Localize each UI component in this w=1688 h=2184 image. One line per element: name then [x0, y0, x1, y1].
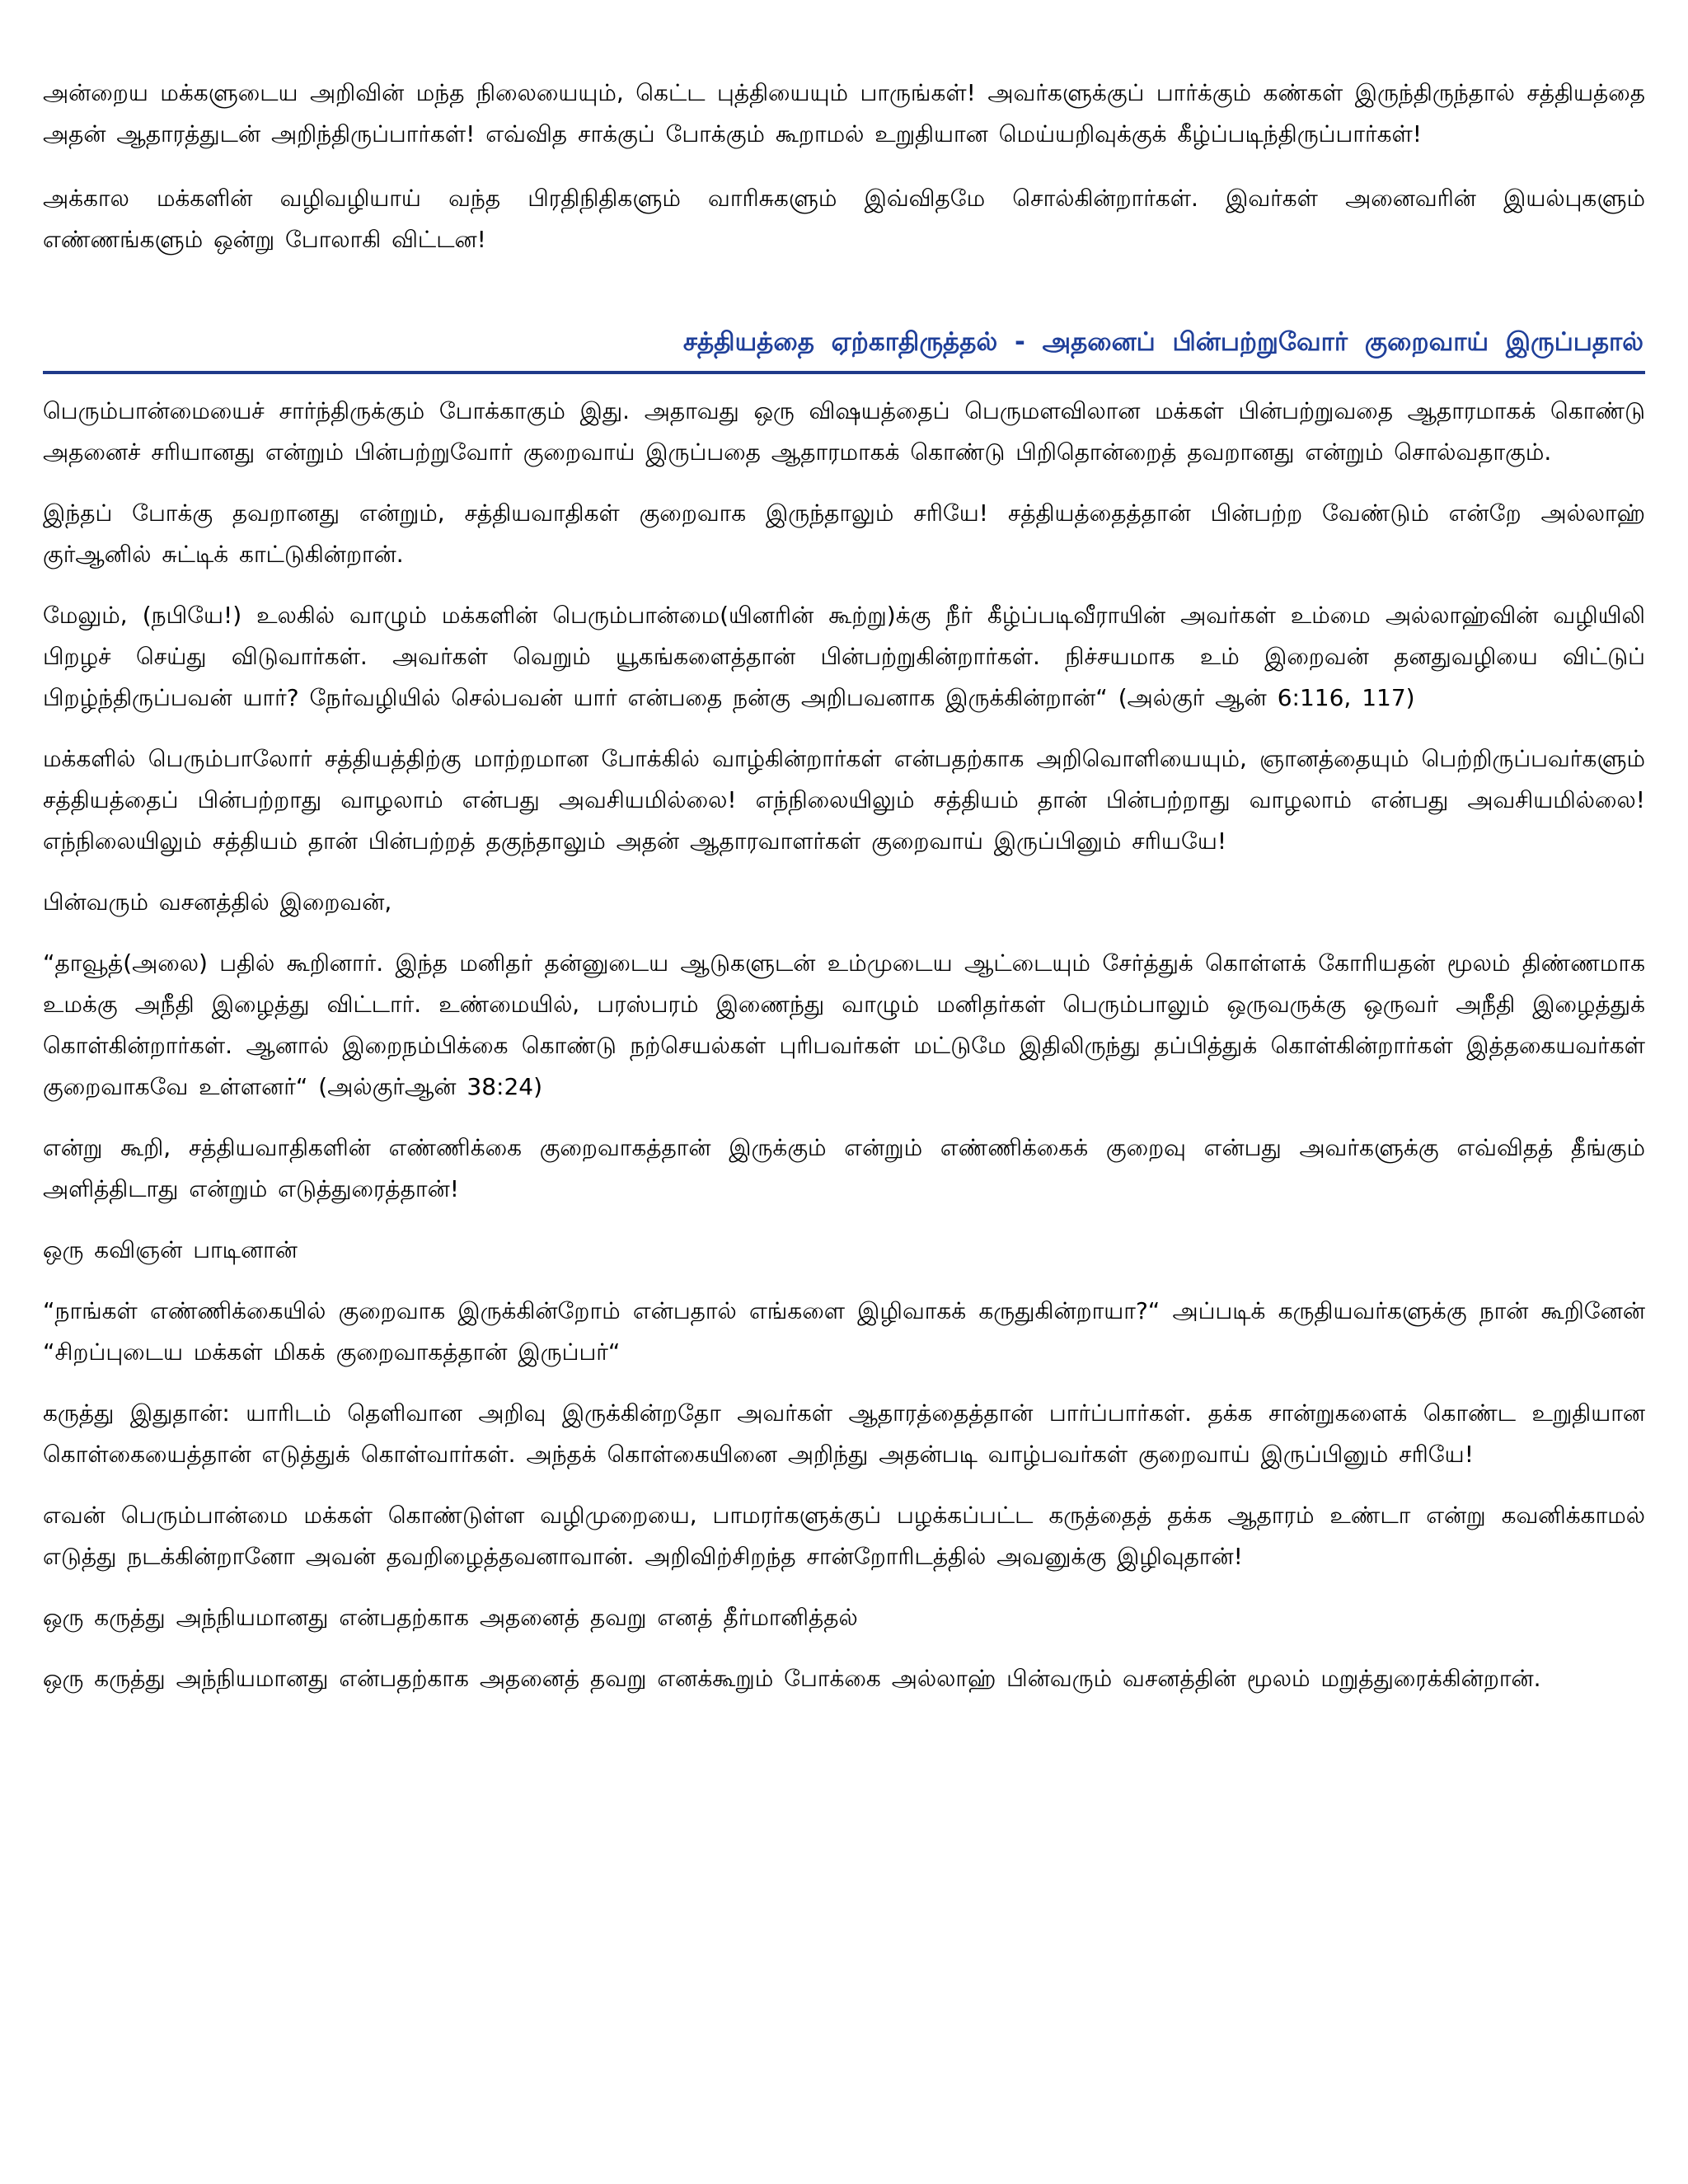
- quran-quote-6-116: மேலும், (நபியே!) உலகில் வாழும் மக்களின் பெரும்பான்மை(யினரின் கூற்று)க்கு நீர் கீழ்ப்படிவீராயின் அவர்கள் உம்மை அல்லாஹ்வின் வழியிலி பிறழச் செய்து விடுவார்கள். அவர்கள் வெறும் யூகங்களைத்தான் பின்பற்றுகின்றார்கள். நிச்சயமாக உம் இறைவன் தனதுவழியை விட்டுப் பிறழ்ந்திருப்பவன் யார்? நேர்வழியில் செல்பவன் யார் என்பதை நன்கு அறிபவனாக இருக்கின்றான்“ (அல்குர் ஆன் 6:116, 117): [43, 602, 1645, 711]
- section-header: [43, 321, 1645, 374]
- section-heading: சத்தியத்தை ஏற்காதிருத்தல் - அதனைப் பின்பற்றுவோர் குறைவாய் இருப்பதால்: [682, 327, 1643, 357]
- body-paragraph-4: மக்களில் பெரும்பாலோர் சத்தியத்திற்கு மாற்றமான போக்கில் வாழ்கின்றார்கள் என்பதற்காக அறிவொளியையும், ஞானத்தையும் பெற்றிருப்பவர்களும் சத்தியத்தைப் பின்பற்றாது வாழலாம் என்பது அவசியமில்லை! எந்நிலையிலும் சத்தியம் தான் பின்பற்றாது வாழலாம் என்பது அவசியமில்லை! எந்நிலையிலும் சத்தியம் தான் பின்பற்றத் தகுந்தாலும் அதன் ஆதாரவாளர்கள் குறைவாய் இருப்பினும் சரியயே!: [43, 745, 1646, 855]
- document-page: [43, 73, 1645, 1719]
- intro-block: [43, 73, 1645, 260]
- section-body: [43, 391, 1645, 1699]
- body-paragraph-7: என்று கூறி, சத்தியவாதிகளின் எண்ணிக்கை குறைவாகத்தான் இருக்கும் என்றும் எண்ணிக்கைக் குறைவு என்பது அவர்களுக்கு எவ்விதத் தீங்கும் அளித்திடாது என்றும் எடுத்துரைத்தான்!: [43, 1134, 1645, 1202]
- intro-paragraph-2: அக்கால மக்களின் வழிவழியாய் வந்த பிரதிநிதிகளும் வாரிசுகளும் இவ்விதமே சொல்கின்றார்கள். இவர்கள் அனைவரின் இயல்புகளும் எண்ணங்களும் ஒன்று போலாகி விட்டன!: [43, 185, 1645, 253]
- body-paragraph-13: ஒரு கருத்து அந்நியமானது என்பதற்காக அதனைத் தவறு எனக்கூறும் போக்கை அல்லாஹ் பின்வரும் வசனத்தின் மூலம் மறுத்துரைக்கின்றான்.: [43, 1665, 1541, 1692]
- heading-divider: [43, 371, 1645, 374]
- subheading-line: ஒரு கருத்து அந்நியமானது என்பதற்காக அதனைத் தவறு எனத் தீர்மானித்தல்: [43, 1604, 858, 1631]
- body-paragraph-11: எவன் பெரும்பான்மை மக்கள் கொண்டுள்ள வழிமுறையை, பாமரர்களுக்குப் பழக்கப்பட்ட கருத்தைத் தக்க ஆதாரம் உண்டா என்று கவனிக்காமல் எடுத்து நடக்கின்றானோ அவன் தவறிழைத்தவனாவான். அறிவிற்சிறந்த சான்றோரிடத்தில் அவனுக்கு இழிவுதான்!: [43, 1502, 1645, 1570]
- body-paragraph-10: கருத்து இதுதான்: யாரிடம் தெளிவான அறிவு இருக்கின்றதோ அவர்கள் ஆதாரத்தைத்தான் பார்ப்பார்கள். தக்க சான்றுகளைக் கொண்ட உறுதியான கொள்கையைத்தான் எடுத்துக் கொள்வார்கள். அந்தக் கொள்கையினை அறிந்து அதன்படி வாழ்பவர்கள் குறைவாய் இருப்பினும் சரியே!: [43, 1399, 1645, 1468]
- body-paragraph-5: பின்வரும் வசனத்தில் இறைவன்,: [43, 888, 392, 916]
- poem-quote: “நாங்கள் எண்ணிக்கையில் குறைவாக இருக்கின்றோம் என்பதால் எங்களை இழிவாகக் கருதுகின்றாயா?“ அப்படிக் கருதியவர்களுக்கு நான் கூறினேன் “சிறப்புடைய மக்கள் மிகக் குறைவாகத்தான் இருப்பர்“: [43, 1297, 1645, 1366]
- body-paragraph-2: இந்தப் போக்கு தவறானது என்றும், சத்தியவாதிகள் குறைவாக இருந்தாலும் சரியே! சத்தியத்தைத்தான் பின்பற்ற வேண்டும் என்றே அல்லாஹ் குர்ஆனில் சுட்டிக் காட்டுகின்றான்.: [43, 499, 1645, 568]
- intro-paragraph-1: அன்றைய மக்களுடைய அறிவின் மந்த நிலையையும், கெட்ட புத்தியையும் பாருங்கள்! அவர்களுக்குப் பார்க்கும் கண்கள் இருந்திருந்தால் சத்தியத்தை அதன் ஆதாரத்துடன் அறிந்திருப்பார்கள்! எவ்வித சாக்குப் போக்கும் கூறாமல் உறுதியான மெய்யறிவுக்குக் கீழ்ப்படிந்திருப்பார்கள்!: [43, 79, 1645, 148]
- body-paragraph-1: பெரும்பான்மையைச் சார்ந்திருக்கும் போக்காகும் இது. அதாவது ஒரு விஷயத்தைப் பெருமளவிலான மக்கள் பின்பற்றுவதை ஆதாரமாகக் கொண்டு அதனைச் சரியானது என்றும் பின்பற்றுவோர் குறைவாய் இருப்பதை ஆதாரமாகக் கொண்டு பிறிதொன்றைத் தவறானது என்றும் சொல்வதாகும்.: [43, 397, 1645, 466]
- quran-quote-38-24: “தாவூத்(அலை) பதில் கூறினார். இந்த மனிதர் தன்னுடைய ஆடுகளுடன் உம்முடைய ஆட்டையும் சேர்த்துக் கொள்ளக் கோரியதன் மூலம் திண்ணமாக உமக்கு அநீதி இழைத்து விட்டார். உண்மையில், பரஸ்பரம் இணைந்து வாழும் மனிதர்கள் பெரும்பாலும் ஒருவருக்கு ஒருவர் அநீதி இழைத்துக் கொள்கின்றார்கள். ஆனால் இறைநம்பிக்கை கொண்டு நற்செயல்கள் புரிபவர்கள் மட்டுமே இதிலிருந்து தப்பித்துக் கொள்கின்றார்கள் இத்தகையவர்கள் குறைவாகவே உள்ளனர்“ (அல்குர்ஆன் 38:24): [43, 949, 1645, 1100]
- body-paragraph-8: ஒரு கவிஞன் பாடினான்: [43, 1236, 298, 1263]
